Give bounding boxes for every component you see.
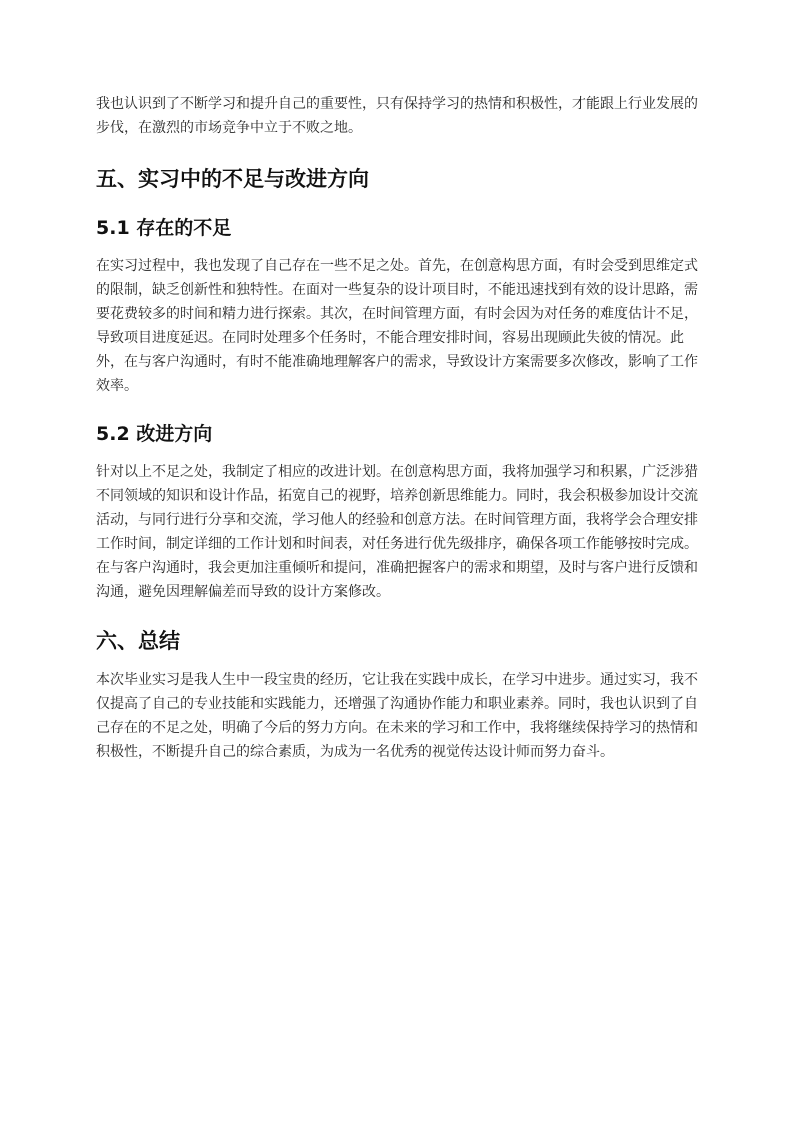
section-5-heading: 五、实习中的不足与改进方向 [96, 167, 369, 191]
intro-paragraph: 我也认识到了不断学习和提升自己的重要性，只有保持学习的热情和积极性，才能跟上行业发展的步伐，在激烈的市场竞争中立于不败之地。 [96, 96, 698, 136]
subsection-5-2-heading: 5.2 改进方向 [96, 423, 213, 445]
section-6-paragraph: 本次毕业实习是我人生中一段宝贵的经历，它让我在实践中成长，在学习中进步。通过实习，我不仅提高了自己的专业技能和实践能力，还增强了沟通协作能力和职业素养。同时，我也认识到了自己存在的不足之处，明确了今后的努力方向。在未来的学习和工作中，我将继续保持学习的热情和积极性，不断提升自己的综合素质，为成为一名优秀的视觉传达设计师而努力奋斗。 [96, 672, 698, 760]
subsection-5-2-paragraph: 针对以上不足之处，我制定了相应的改进计划。在创意构思方面，我将加强学习和积累，广泛涉猎不同领域的知识和设计作品，拓宽自己的视野，培养创新思维能力。同时，我会积极参加设计交流活动，与同行进行分享和交流，学习他人的经验和创意方法。在时间管理方面，我将学会合理安排工作时间，制定详细的工作计划和时间表，对任务进行优先级排序，确保各项工作能够按时完成。在与客户沟通时，我会更加注重倾听和提问，准确把握客户的需求和期望，及时与客户进行反馈和沟通，避免因理解偏差而导致的设计方案修改。 [96, 464, 698, 600]
subsection-5-1-paragraph: 在实习过程中，我也发现了自己存在一些不足之处。首先，在创意构思方面，有时会受到思维定式的限制，缺乏创新性和独特性。在面对一些复杂的设计项目时，不能迅速找到有效的设计思路，需要花费较多的时间和精力进行探索。其次，在时间管理方面，有时会因为对任务的难度估计不足，导致项目进度延迟。在同时处理多个任务时，不能合理安排时间，容易出现顾此失彼的情况。此外，在与客户沟通时，有时不能准确地理解客户的需求，导致设计方案需要多次修改，影响了工作效率。 [96, 258, 698, 394]
document-page [96, 92, 702, 764]
section-6-heading: 六、总结 [96, 629, 180, 653]
subsection-5-1-heading: 5.1 存在的不足 [96, 217, 232, 239]
